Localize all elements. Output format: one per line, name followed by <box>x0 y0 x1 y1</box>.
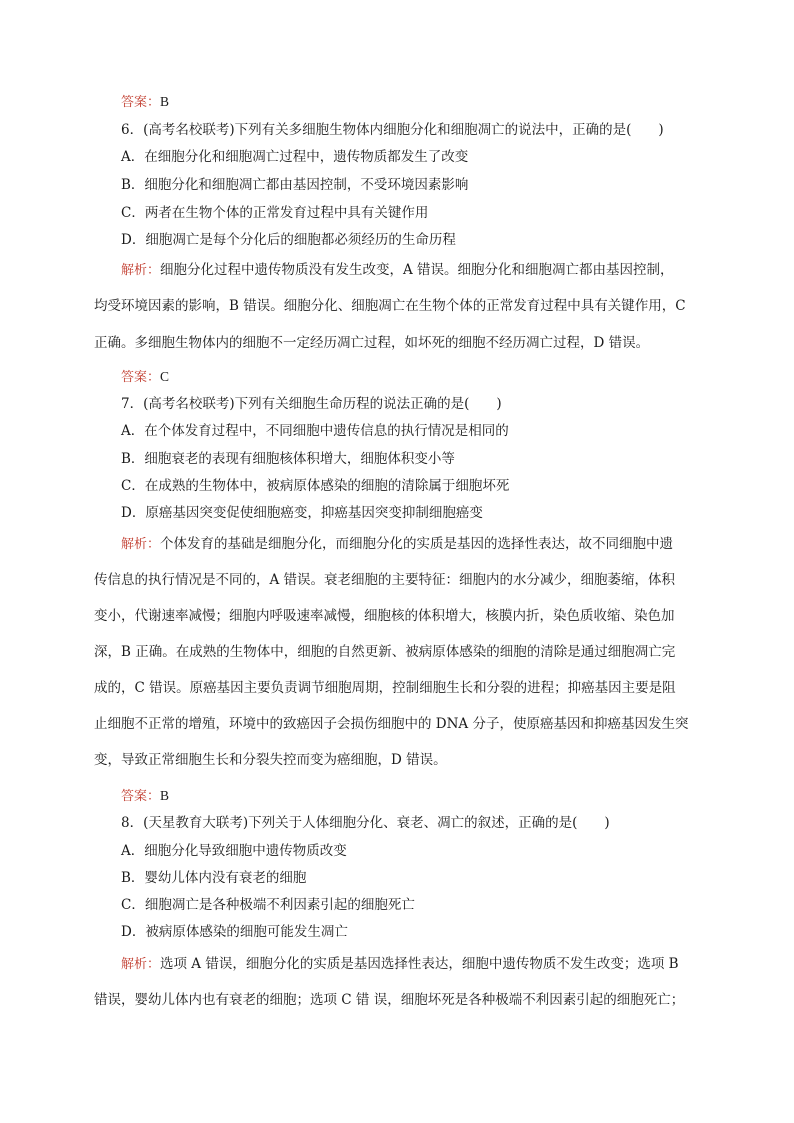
question-7-option-b: B．细胞衰老的表现有细胞核体积增大，细胞体积变小等 <box>121 451 455 467</box>
question-7-explanation-line: 深，B 正确。在成熟的生物体中，细胞的自然更新、被病原体感染的细胞的清除是通过细胞凋亡完 <box>94 644 676 660</box>
explanation-label: 解析： <box>121 537 161 552</box>
question-6-explanation-line: 均受环境因素的影响，B 错误。细胞分化、细胞凋亡在生物个体的正常发育过程中具有关键作用，C <box>94 298 686 314</box>
answer-label: 答案： <box>121 370 161 385</box>
answer-value: B <box>160 788 170 803</box>
question-7-explanation-line <box>121 534 673 555</box>
explanation-label: 解析： <box>121 263 161 278</box>
question-8-stem: 8．(天星教育大联考)下列关于人体细胞分化、衰老、凋亡的叙述，正确的是( ) <box>121 815 610 831</box>
question-7-option-a: A．在个体发育过程中，不同细胞中遗传信息的执行情况是相同的 <box>121 423 509 439</box>
explanation-label: 解析： <box>121 957 161 972</box>
answer-line <box>121 367 169 388</box>
question-6-explanation-line: 正确。多细胞生物体内的细胞不一定经历凋亡过程，如坏死的细胞不经历凋亡过程，D 错误。 <box>94 335 650 351</box>
explanation-text: 选项 A 错误，细胞分化的实质是基因选择性表达，细胞中遗传物质不发生改变；选项 B <box>160 956 679 972</box>
question-7-explanation-line: 变，导致正常细胞生长和分裂失控而变为癌细胞，D 错误。 <box>94 752 447 768</box>
question-7-explanation-line: 成的，C 错误。原癌基因主要负责调节细胞周期，控制细胞生长和分裂的进程；抑癌基因主要是阻 <box>94 680 676 696</box>
question-6-explanation-line <box>121 260 674 281</box>
answer-line <box>121 786 169 807</box>
question-7-stem: 7．(高考名校联考)下列有关细胞生命历程的说法正确的是( ) <box>121 396 502 412</box>
question-7-explanation-line: 变小，代谢速率减慢；细胞内呼吸速率减慢，细胞核的体积增大，核膜内折，染色质收缩、染色加 <box>94 608 675 624</box>
question-6-option-a: A．在细胞分化和细胞凋亡过程中，遗传物质都发生了改变 <box>121 149 469 165</box>
question-8-option-a: A．细胞分化导致细胞中遗传物质改变 <box>121 843 347 859</box>
question-8-option-b: B．婴幼儿体内没有衰老的细胞 <box>121 870 307 886</box>
question-6-stem: 6．(高考名校联考)下列有关多细胞生物体内细胞分化和细胞凋亡的说法中，正确的是( ) <box>121 122 664 138</box>
answer-value: B <box>160 94 170 109</box>
question-7-option-d: D．原癌基因突变促使细胞癌变，抑癌基因突变抑制细胞癌变 <box>121 505 483 521</box>
question-7-explanation-line: 止细胞不正常的增殖，环境中的致癌因子会损伤细胞中的 DNA 分子，使原癌基因和抑癌基因发生突 <box>94 716 689 732</box>
question-6-option-c: C．两者在生物个体的正常发育过程中具有关键作用 <box>121 205 429 221</box>
question-8-option-d: D．被病原体感染的细胞可能发生凋亡 <box>121 924 348 940</box>
question-8-explanation-line: 错误，婴幼儿体内也有衰老的细胞；选项 C 错 误，细胞坏死是各种极端不利因素引起的细胞死亡； <box>94 992 685 1008</box>
question-7-explanation-line: 传信息的执行情况是不同的，A 错误。衰老细胞的主要特征：细胞内的水分减少，细胞萎缩，体积 <box>94 572 676 588</box>
question-6-option-d: D．细胞凋亡是每个分化后的细胞都必须经历的生命历程 <box>121 232 456 248</box>
answer-label: 答案： <box>121 95 161 110</box>
question-6-option-b: B．细胞分化和细胞凋亡都由基因控制，不受环境因素影响 <box>121 177 469 193</box>
question-7-option-c: C．在成熟的生物体中，被病原体感染的细胞的清除属于细胞坏死 <box>121 478 510 494</box>
answer-label: 答案： <box>121 789 161 804</box>
answer-value: C <box>160 369 170 384</box>
question-8-option-c: C．细胞凋亡是各种极端不利因素引起的细胞死亡 <box>121 897 415 913</box>
answer-line <box>121 92 169 113</box>
explanation-text: 细胞分化过程中遗传物质没有发生改变，A 错误。细胞分化和细胞凋亡都由基因控制， <box>160 262 674 278</box>
explanation-text: 个体发育的基础是细胞分化，而细胞分化的实质是基因的选择性表达，故不同细胞中遗 <box>160 536 674 552</box>
question-8-explanation-line <box>121 954 679 975</box>
